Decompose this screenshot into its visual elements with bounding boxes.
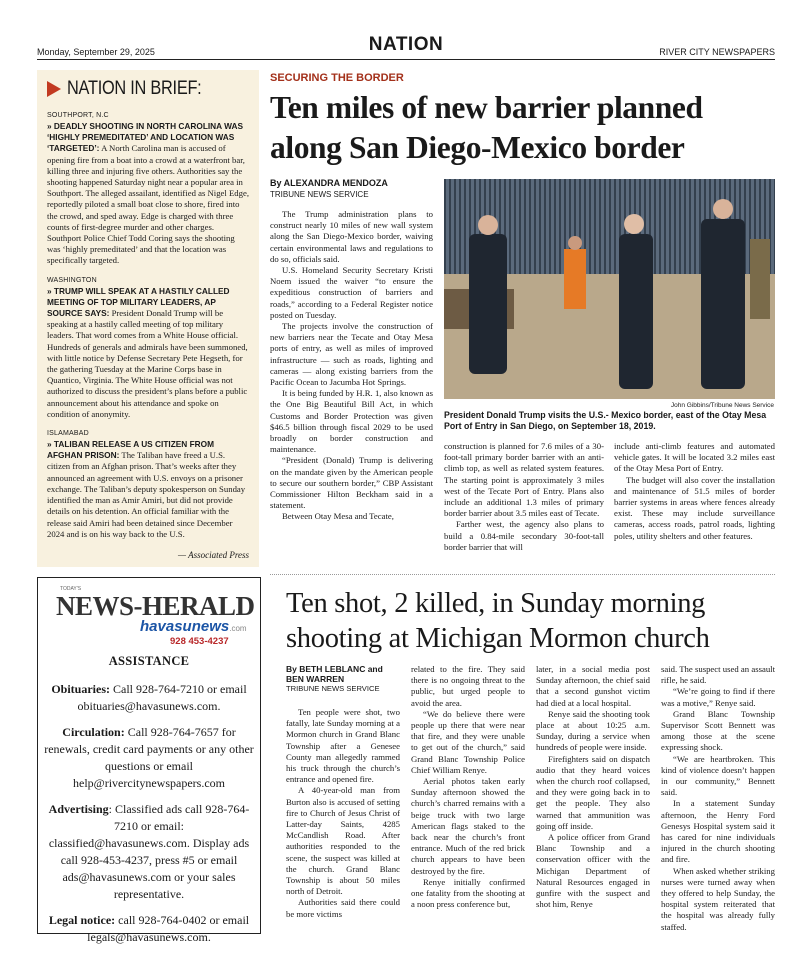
paragraph: When asked whether striking nurses were turned away when they offered to help Sunday, the hospital system reiterated that the hospital was already fully staffed. [661, 865, 775, 932]
section-title: NATION [368, 34, 444, 55]
paragraph: A 40-year-old man from Burton also is accused of setting fire to Church of Jesus Christ of Latter-day Saints, 4285 McCandlish Road. After authorities responded to the scene, the suspect was killed at the church. Grand Blanc Township is about 50 miles north of Detroit. [286, 785, 400, 897]
issue-date: Monday, September 29, 2025 [37, 47, 155, 57]
paragraph: Between Otay Mesa and Tecate, [282, 511, 394, 522]
photo-credit: John Gibbins/Tribune News Service [670, 402, 774, 409]
paragraph: “We are heartbroken. This kind of violence doesn’t happen in our community,” Bennett said. [661, 753, 775, 798]
byline-author: By ALEXANDRA MENDOZA [270, 178, 388, 188]
paragraph: The budget will also cover the installation and maintenance of 51.5 miles of border barrier systems in areas where fences already exist. These may include surveillance cameras, access roads, patrol roads, lighting poles, utility shelters and other features. [614, 474, 775, 541]
logo-phone: 928 453-4237 [170, 636, 229, 647]
paragraph: “President (Donald) Trump is delivering on the mandate given by the American people to secure our southern border,” CBP Assistant Commissioner Hilton Beckham said in a statement. [270, 455, 433, 511]
story2-column-2 [411, 664, 525, 910]
paragraph: Firefighters said on dispatch audio that they heard voices when the church roof collapsed, and they were going back in to get the people. They also warned that ammunition was going off inside. [536, 753, 650, 831]
brief-body: A North Carolina man is accused of opening fire from a boat into a crowd at a waterfront bar, killing three and injuring five others. Authorities say the shooting happened Saturday night near a popular area in Southport. The alleged assailant, identified as Nigel Edge, reportedly piloted a small boat close to shore, fired into the crowd, and sped away. Edge is charged with three counts of first-degree murder and other charges. Southport Police Chief Todd Coring says the shooting was ‘highly premeditated’ and that the location was specifically targeted. [47, 143, 250, 266]
paragraph: include anti-climb features and automated vehicle gates. It will be located 3.2 miles east of the Otay Mesa Port of Entry. [614, 441, 775, 474]
brief-item [47, 112, 249, 267]
byline-service: TRIBUNE NEWS SERVICE [270, 190, 369, 199]
circulation-label: Circulation: [62, 725, 125, 739]
circulation-text: Call 928-764-7657 for renewals, credit card payments or any other questions or email help@rivercitynewspapers.com [44, 725, 254, 790]
legal-text: call 928-764-0402 or email legals@havasunews.com. [87, 913, 250, 944]
paragraph: It is being funded by H.R. 1, also known as the One Big Beautiful Bill Act, in which Customs and Border Protection was given $46.5 billion through fiscal 2029 to be used broadly on border construction and maintenance. [270, 388, 433, 455]
brief-item [47, 430, 249, 540]
brief-headline: » TALIBAN RELEASE A US CITIZEN FROM AFGHAN PRISON: [47, 439, 215, 461]
advertising-info [44, 801, 254, 903]
section-divider [270, 574, 775, 575]
photo-illustration [444, 179, 775, 399]
assistance-box [37, 577, 261, 944]
brief-headline: » DEADLY SHOOTING IN NORTH CAROLINA WAS ‘HIGHLY PREMEDITATED’ AND LOCATION WAS ‘TARGETED’: [47, 121, 244, 154]
story2-column-4 [661, 664, 775, 933]
paragraph: Renye initially confirmed one fatality from the shooting at a noon press conference but, [411, 876, 525, 910]
story2-column-3 [536, 664, 650, 910]
advertising-text: : Classified ads call 928-764-7210 or email: classified@havasunews.com. Display ads call 928-453-4237, press #5 or email ads@havasunews.com or your sales representative. [48, 802, 250, 901]
circulation-info [44, 724, 254, 792]
brief-credit: — Associated Press [178, 549, 249, 560]
obituaries-text: Call 928-764-7210 or email obituaries@havasunews.com. [77, 682, 247, 713]
legal-info [44, 912, 254, 946]
obituaries-label: Obituaries: [51, 682, 111, 696]
dateline: WASHINGTON [47, 276, 97, 284]
assistance-title: ASSISTANCE [108, 654, 190, 668]
brief-body: The Taliban have freed a U.S. citizen from an Afghan prison. That’s weeks after they announced an agreement with U.S. envoys on a prisoner exchange. The Taliban’s deputy spokesperson on Sunday identified the man as Amir Amiri, but did not provide details on his detention. An official familiar with the release said Amiri had been detained since December 2024 and is on his way back to the U.S. [47, 450, 246, 539]
logo-web-tld: .com [229, 624, 247, 633]
brief-body: President Donald Trump will be speaking at a hastily called meeting of top military leaders. That word comes from a White House official. Hundreds of generals and admirals have been summoned, with little notice by Defense Secretary Pete Hegseth, for the gathering Tuesday at the Marine Corps base in Quantico, Virginia. The White House official was not authorized to discuss the president’s plans before a public announcement about his attendance and spoke on condition of anonymity. [47, 308, 248, 419]
story1-byline [270, 178, 388, 200]
paragraph: Renye said the shooting took place at about 10:25 a.m. Sunday, during a service when hundreds of people were inside. [536, 708, 650, 753]
paragraph: “We’re going to find if there was a motive,” Renye said. [661, 686, 775, 708]
paragraph: Authorities said there could be more victims [286, 897, 400, 919]
paragraph: The projects involve the construction of new barriers near the Tecate and Otay Mesa ports of entry, as well as miles of improved infrastructure — such as roads, lighting and cameras — along existing barriers from the Pacific Ocean to Jacumba Hot Springs. [270, 321, 433, 388]
dateline: SOUTHPORT, N.C [47, 112, 109, 119]
byline-service: TRIBUNE NEWS SERVICE [286, 684, 380, 693]
story2-byline [286, 664, 386, 694]
logo-web-name: havasunews [140, 618, 230, 635]
paragraph: U.S. Homeland Security Secretary Kristi Noem issued the waiver “to ensure the expeditious construction of barriers and roads,” according to a Federal Register notice posted on Tuesday. [270, 265, 433, 320]
paragraph: “We do believe there were people up there that were near that fire, and they were unable to get out of the church,” said Grand Blanc Township Police Chief William Renye. [411, 708, 525, 775]
paragraph: The Trump administration plans to construct nearly 10 miles of new wall system along the San Diego-Mexico border, waiving certain environmental laws and regulations to do so, officials said. [270, 209, 433, 264]
dateline: ISLAMABAD [47, 430, 89, 438]
paragraph: construction is planned for 7.6 miles of a 30-foot-tall primary border barrier with an anti-climb top, as well as related system features. The starting point is approximately 3 miles west of the Tecate Port of Entry. Plans also include an additional 1.3 miles of primary border barrier about 3.5 miles east of Tecate. [444, 441, 604, 519]
logo-website [140, 618, 247, 635]
brief-header [47, 78, 249, 100]
logo-name: NEWS-HERALD [56, 591, 255, 621]
paragraph: Ten people were shot, two fatally, late Sunday morning at a Mormon church in Grand Blanc Township after a Genesee County man allegedly rammed his truck through the church’s entrance and opened fire. [286, 707, 400, 785]
brief-title: NATION IN BRIEF: [67, 78, 202, 99]
paragraph: In a statement Sunday afternoon, the Henry Ford Genesys Hospital system said it has cared for nine individuals injured in the church shooting and fire. [661, 798, 775, 865]
story1-column-3 [614, 441, 775, 542]
story2-column-1 [286, 707, 400, 920]
story1-headline: Ten miles of new barrier planned along San Diego-Mexico border [270, 90, 703, 165]
paragraph: Aerial photos taken early Sunday afternoon showed the church’s charred remains with a beige truck with two large American flags staked to the back near the church’s front entrance. Much of the red brick church appears to have been destroyed by the fire. [411, 776, 525, 876]
paragraph: Grand Blanc Township Supervisor Scott Bennett was among those at the scene expressing shock. [661, 708, 775, 753]
masthead [37, 34, 775, 60]
border-photo [444, 179, 775, 399]
legal-label: Legal notice: [48, 913, 116, 927]
story1-column-2 [444, 441, 604, 553]
paragraph: later, in a social media post Sunday afternoon, the chief said that a second gunshot victim had died at a local hospital. [536, 664, 650, 708]
paragraph: said. The suspect used an assault rifle, he said. [661, 664, 775, 686]
paragraph: Farther west, the agency also plans to build a 0.84-mile secondary 30-foot-tall border barrier that will [444, 519, 604, 552]
arrow-icon [47, 81, 61, 97]
story1-column-1 [270, 209, 433, 523]
news-herald-logo [44, 584, 254, 654]
advertising-label: Advertising [48, 802, 109, 816]
brief-item [47, 277, 249, 420]
photo-caption: President Donald Trump visits the U.S.- Mexico border, east of the Otay Mesa Port of Entry in San Diego, on September 18, 2019. [444, 410, 767, 431]
story2-headline: Ten shot, 2 killed, in Sunday morning shooting at Michigan Mormon church [286, 588, 710, 654]
story1-kicker: SECURING THE BORDER [270, 72, 404, 84]
byline-author: By BETH LEBLANC and BEN WARREN [286, 664, 383, 684]
publisher-name: RIVER CITY NEWSPAPERS [659, 47, 775, 57]
nation-in-brief [37, 70, 259, 567]
brief-headline: » TRUMP WILL SPEAK AT A HASTILY CALLED MEETING OF TOP MILITARY LEADERS, AP SOURCE SAYS: [47, 285, 230, 319]
logo-tagline: TODAY'S [60, 586, 82, 592]
paragraph: A police officer from Grand Blanc Township and a conservation officer with the Michigan Department of Natural Resources engaged in gunfire with the suspect and shot him, Renye [536, 832, 650, 910]
obituaries-info [44, 681, 254, 715]
paragraph: related to the fire. They said there is no ongoing threat to the public, but urged people to avoid the area. [411, 664, 525, 708]
